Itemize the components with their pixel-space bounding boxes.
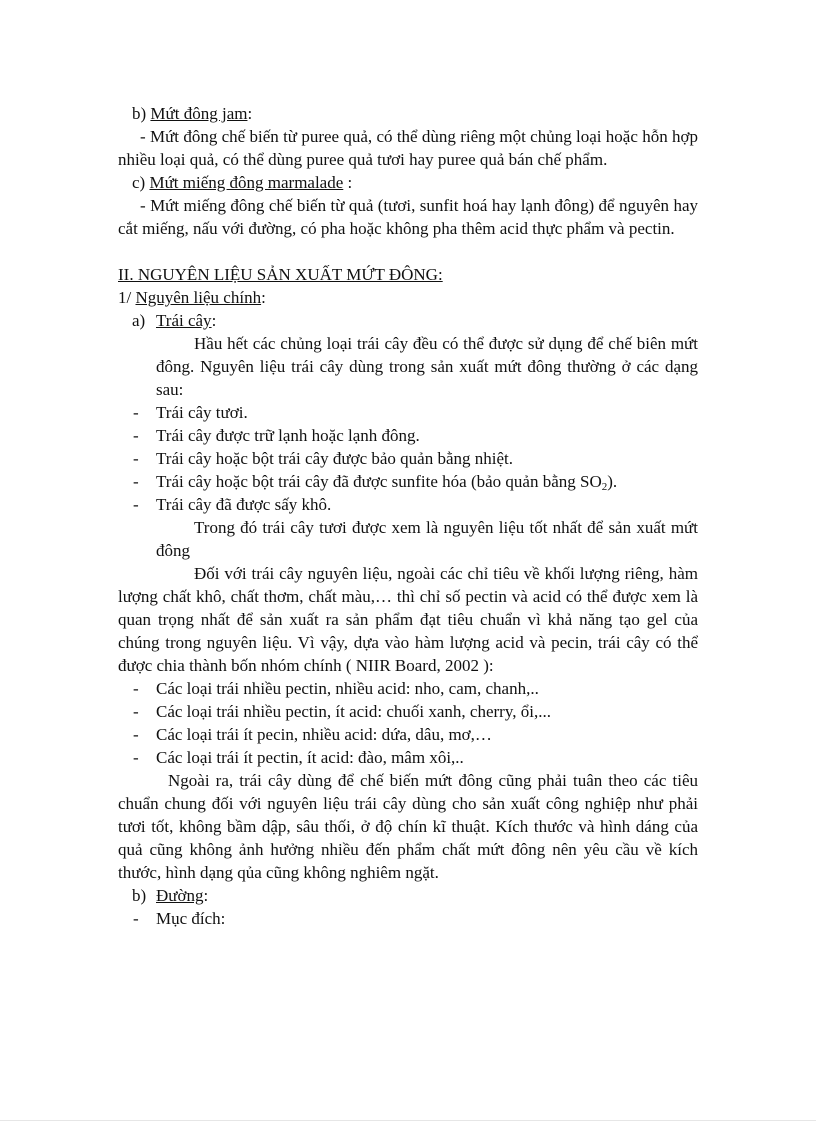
fruit-intro: Hầu hết các chủng loại trái cây đều có thể được sử dụng để chế biên mứt đông. Nguyên liệu trái cây dùng trong sản xuất mứt đông thường ở các dạng sau: [156, 334, 698, 399]
fruit-criteria-paragraph: Đối với trái cây nguyên liệu, ngoài các chỉ tiêu về khối lượng riêng, hàm lượng chất khô, chất thơm, chất màu,… thì chỉ số pectin và acid có thể được xem là quan trọng nhất để sản xuất ra sản phẩm đạt tiêu chuẩn vì khả năng tạo gel của chúng trong nguyên liệu. Vì vậy, dựa vào hàm lượng acid và pecin, trái cây có thể được chia thành bốn nhóm chính ( NIIR Board, 2002 ): [118, 564, 698, 675]
list-item: - Các loại trái ít pecin, nhiều acid: dứa, dâu, mơ,… [133, 725, 492, 744]
fruit-heading: a) Trái cây: [132, 311, 217, 330]
list-item: - Các loại trái nhiều pectin, nhiều acid: nho, cam, chanh,.. [133, 679, 539, 698]
list-item: - Trái cây hoặc bột trái cây được bảo quản bằng nhiệt. [133, 449, 513, 468]
subheading-1: 1/ Nguyên liệu chính: [118, 288, 266, 307]
section-b-heading: b) Mứt đông jam: [132, 104, 253, 123]
fruit-best-paragraph: Trong đó trái cây tươi được xem là nguyên liệu tốt nhất để sản xuất mứt đông [156, 518, 698, 560]
fruit-standards-paragraph: Ngoài ra, trái cây dùng để chế biến mứt đông cũng phải tuân theo các tiêu chuẩn chung đối với nguyên liệu trái cây dùng cho sản xuất công nghiệp như phải tươi tốt, không bầm dập, sâu thối, ở độ chín kĩ thuật. Kích thước và hình dáng của quả cũng không ảnh hưởng nhiều đến phẩm chất mứt đông nên yêu cầu về kích thước, hình dạng qủa cũng không nghiêm ngặt. [118, 771, 698, 882]
heading-ii: II. NGUYÊN LIỆU SẢN XUẤT MỨT ĐÔNG: [118, 265, 443, 284]
list-item: - Các loại trái nhiều pectin, ít acid: chuối xanh, cherry, ổi,... [133, 702, 551, 721]
list-item: - Trái cây hoặc bột trái cây đã được sunfite hóa (bảo quản bằng $SO_2$). [133, 472, 618, 493]
list-item: - Trái cây được trữ lạnh hoặc lạnh đông. [133, 426, 420, 445]
page-bottom-edge [0, 1120, 816, 1121]
section-b-paragraph: - Mứt đông chế biến từ puree quả, có thể dùng riêng một chủng loại hoặc hỗn hợp nhiều loại quả, có thể dùng puree quả tươi hay puree quả bán chế phẩm. [118, 127, 698, 169]
list-item: - Mục đích: [133, 909, 226, 928]
list-item: - Các loại trái ít pectin, ít acid: đào, mâm xôi,.. [133, 748, 464, 767]
sugar-heading: b) Đường: [132, 886, 209, 905]
section-c-paragraph: - Mứt miếng đông chế biến từ quả (tươi, sunfit hoá hay lạnh đông) để nguyên hay cắt miếng, nấu với đường, có pha hoặc không pha thêm acid thực phẩm và pectin. [118, 196, 698, 238]
list-item: - Trái cây đã được sấy khô. [133, 495, 332, 514]
list-item: - Trái cây tươi. [133, 403, 248, 422]
section-c-heading: c) Mứt miếng đông marmalade : [132, 173, 353, 192]
